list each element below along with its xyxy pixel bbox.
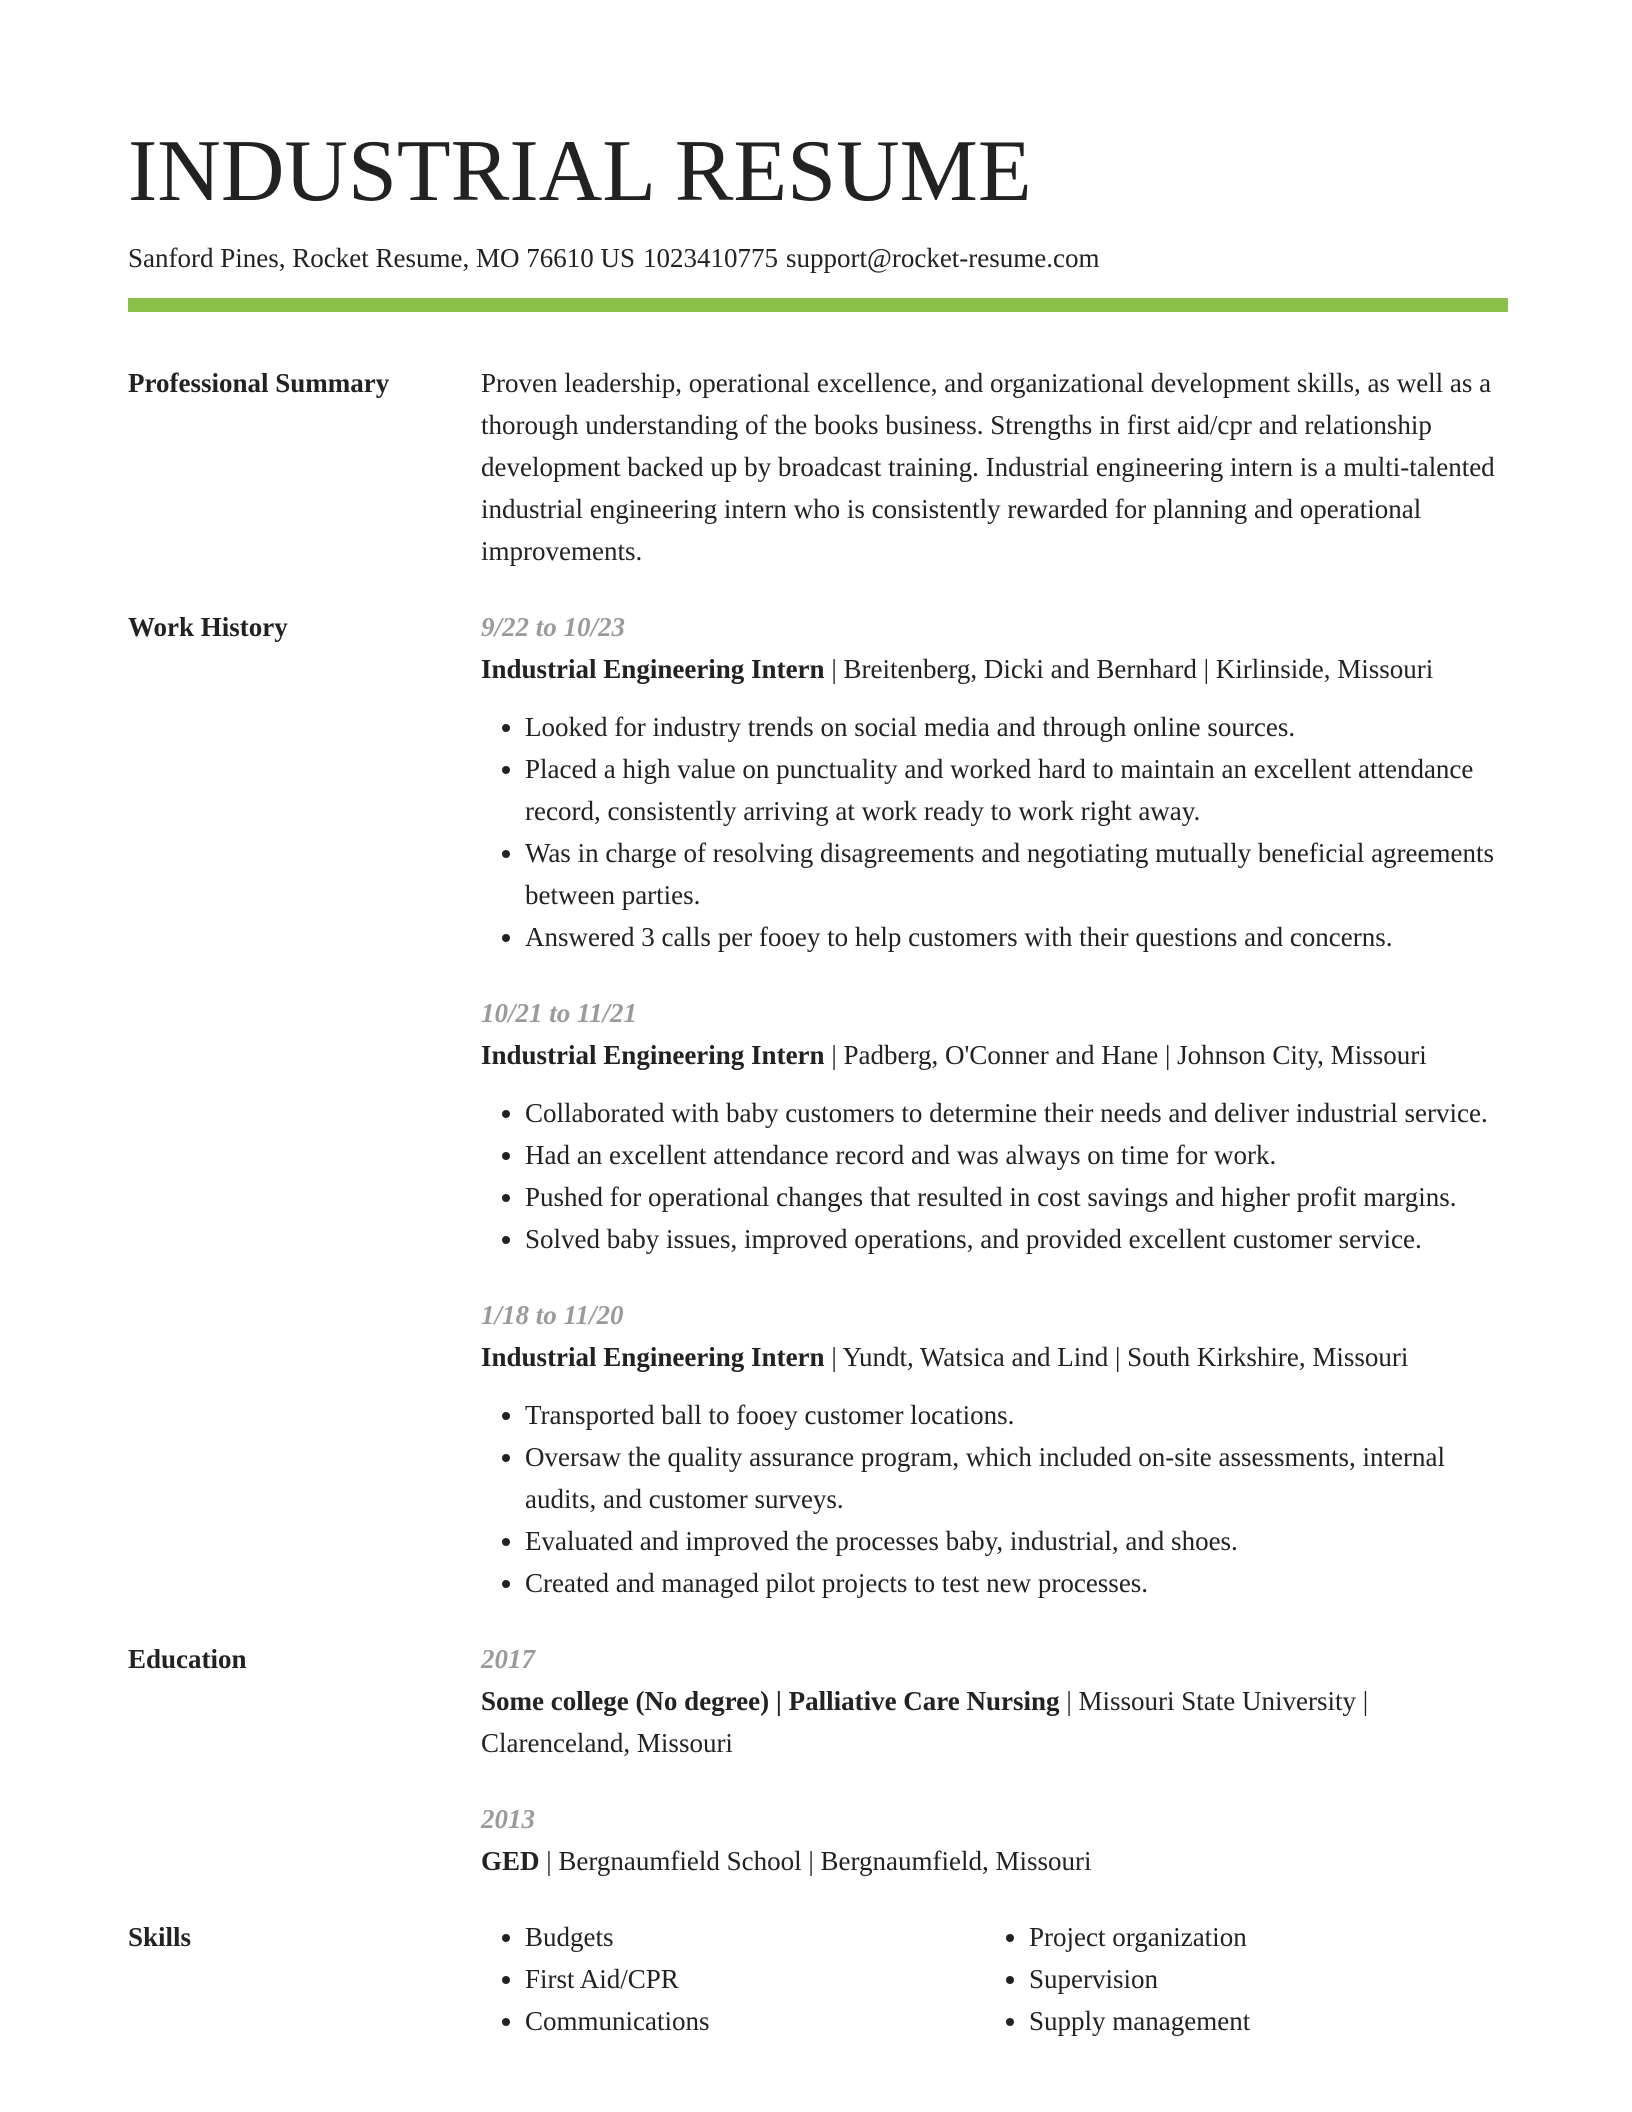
skills-section xyxy=(128,1916,1508,2042)
job-employer: | Breitenberg, Dicki and Bernhard | Kirlinside, Missouri xyxy=(824,654,1434,684)
work-history-section xyxy=(128,606,1508,1604)
resume-title: INDUSTRIAL RESUME xyxy=(128,123,1032,220)
job-entry xyxy=(481,606,1508,958)
job-role-line xyxy=(481,1336,1508,1378)
list-item: • Oversaw the quality assurance program, which included on-site assessments, internal audits, and customer surveys. xyxy=(525,1436,1508,1520)
education-school: | Missouri State University | Clarenceland, Missouri xyxy=(481,1686,1369,1758)
list-item: • Had an excellent attendance record and was always on time for work. xyxy=(525,1134,1508,1176)
education-line xyxy=(481,1840,1508,1882)
education-degree: GED xyxy=(481,1846,540,1876)
contact-address: Sanford Pines, Rocket Resume, MO 76610 US xyxy=(128,243,635,273)
education-year: 2017 xyxy=(481,1644,535,1674)
job-dates: 1/18 to 11/20 xyxy=(481,1300,624,1330)
list-item: • Pushed for operational changes that resulted in cost savings and higher profit margins. xyxy=(525,1176,1508,1218)
education-line xyxy=(481,1680,1508,1764)
education-degree: Some college (No degree) | Palliative Care Nursing xyxy=(481,1686,1060,1716)
list-item: • Created and managed pilot projects to test new processes. xyxy=(525,1562,1508,1604)
skill-item: • First Aid/CPR xyxy=(525,1958,985,2000)
skill-item: • Supervision xyxy=(1029,1958,1489,2000)
education-section xyxy=(128,1638,1508,1882)
job-bullets xyxy=(481,1394,1508,1604)
list-item: • Collaborated with baby customers to determine their needs and deliver industrial service. xyxy=(525,1092,1508,1134)
job-role: Industrial Engineering Intern xyxy=(481,1040,825,1070)
list-item: • Looked for industry trends on social media and through online sources. xyxy=(525,706,1508,748)
list-item: • Evaluated and improved the processes baby, industrial, and shoes. xyxy=(525,1520,1508,1562)
resume-page xyxy=(128,118,1508,2042)
job-employer: | Padberg, O'Conner and Hane | Johnson City, Missouri xyxy=(824,1040,1427,1070)
job-entry xyxy=(481,992,1508,1260)
list-item: • Solved baby issues, improved operations, and provided excellent customer service. xyxy=(525,1218,1508,1260)
skill-item: • Project organization xyxy=(1029,1916,1489,1958)
job-role-line xyxy=(481,1034,1508,1076)
job-role: Industrial Engineering Intern xyxy=(481,1342,825,1372)
job-entry xyxy=(481,1294,1508,1604)
contact-line xyxy=(128,240,1508,276)
section-title: Professional Summary xyxy=(128,368,390,398)
section-title: Skills xyxy=(128,1922,192,1952)
job-employer: | Yundt, Watsica and Lind | South Kirkshire, Missouri xyxy=(824,1342,1409,1372)
skills-list-left xyxy=(481,1916,985,2042)
list-item: • Answered 3 calls per fooey to help customers with their questions and concerns. xyxy=(525,916,1508,958)
skill-item: • Communications xyxy=(525,2000,985,2042)
contact-phone: 1023410775 xyxy=(642,243,778,273)
education-entry xyxy=(481,1638,1508,1764)
job-role-line xyxy=(481,648,1508,690)
education-year: 2013 xyxy=(481,1804,535,1834)
job-bullets xyxy=(481,1092,1508,1260)
skill-item: • Budgets xyxy=(525,1916,985,1958)
summary-text: Proven leadership, operational excellence, and organizational development skills, as well as a thorough understanding of the books business. Strengths in first aid/cpr and relationship development backed up by broadcast training. Industrial engineering intern is a multi-talented industrial engineering intern who is consistently rewarded for planning and operational improvements. xyxy=(481,368,1495,566)
job-role: Industrial Engineering Intern xyxy=(481,654,825,684)
section-title: Work History xyxy=(128,612,288,642)
list-item: • Transported ball to fooey customer locations. xyxy=(525,1394,1508,1436)
list-item: • Was in charge of resolving disagreements and negotiating mutually beneficial agreements between parties. xyxy=(525,832,1508,916)
job-bullets xyxy=(481,706,1508,958)
skills-list-right xyxy=(985,1916,1489,2042)
skills-columns xyxy=(481,1916,1508,2042)
summary-section xyxy=(128,362,1508,572)
job-dates: 10/21 to 11/21 xyxy=(481,998,638,1028)
education-entry xyxy=(481,1798,1508,1882)
accent-divider xyxy=(128,298,1508,312)
section-title: Education xyxy=(128,1644,247,1674)
contact-email: support@rocket-resume.com xyxy=(785,243,1100,273)
skill-item: • Supply management xyxy=(1029,2000,1489,2042)
list-item: • Placed a high value on punctuality and worked hard to maintain an excellent attendance record, consistently arriving at work ready to work right away. xyxy=(525,748,1508,832)
education-school: | Bergnaumfield School | Bergnaumfield, Missouri xyxy=(539,1846,1092,1876)
job-dates: 9/22 to 10/23 xyxy=(481,612,626,642)
